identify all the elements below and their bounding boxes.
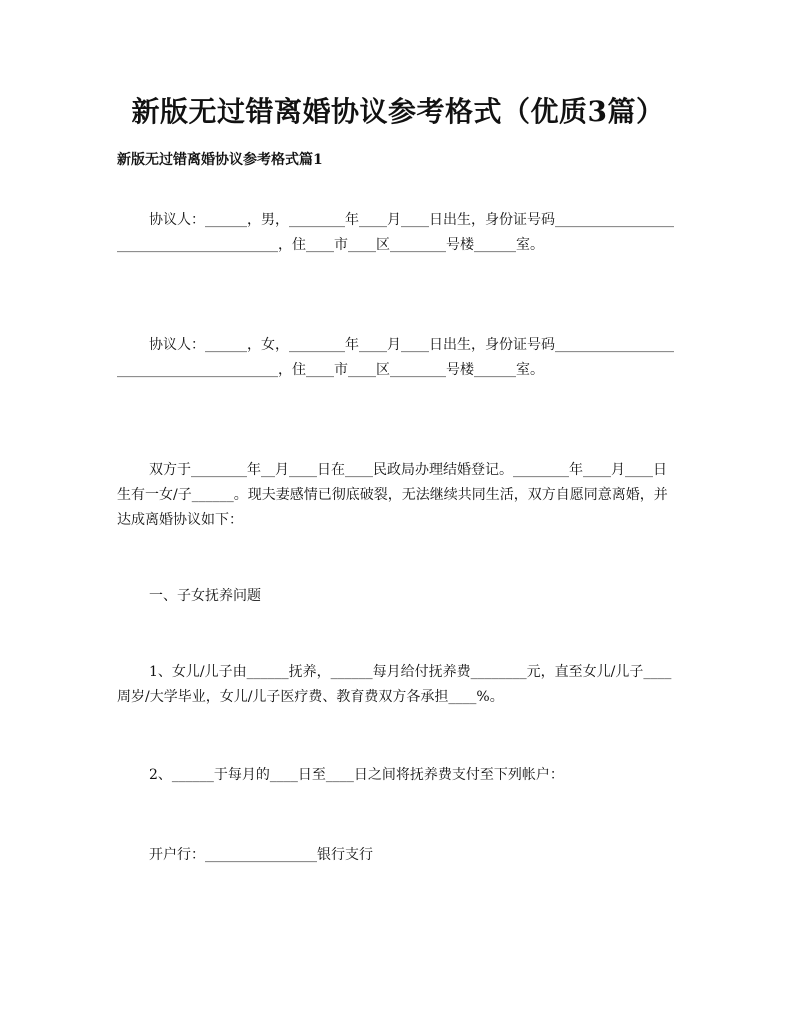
document-title: 新版无过错离婚协议参考格式（优质3篇） [131,95,665,128]
section-child-custody-heading: 一、子女抚养问题 [149,588,261,604]
paragraph-marriage-info: 双方于________年__月____日在____民政局办理结婚登记。________年____月____日生有一女/子______。现夫妻感情已彻底破裂，无法继续共同生活，双方自愿同意离婚，并达成离婚协议如下： [117,462,668,528]
paragraph-payment-schedule: 2、______于每月的____日至____日之间将抚养费支付至下列帐户： [149,767,564,783]
paragraph-child-support: 1、女儿/儿子由______抚养，______每月给付抚养费________元，直至女儿/儿子____周岁/大学毕业，女儿/儿子医疗费、教育费双方各承担____%。 [117,664,672,705]
paragraph-party-female: 协议人：______，女，________年____月____日出生，身份证号码________________________________________，住____市____区________号楼______室。 [117,337,674,378]
section-heading: 新版无过错离婚协议参考格式篇1 [117,152,323,168]
paragraph-bank-account: 开户行：________________银行支行 [149,847,373,863]
paragraph-party-male: 协议人：______，男，________年____月____日出生，身份证号码________________________________________，住____市____区________号楼______室。 [117,212,674,253]
